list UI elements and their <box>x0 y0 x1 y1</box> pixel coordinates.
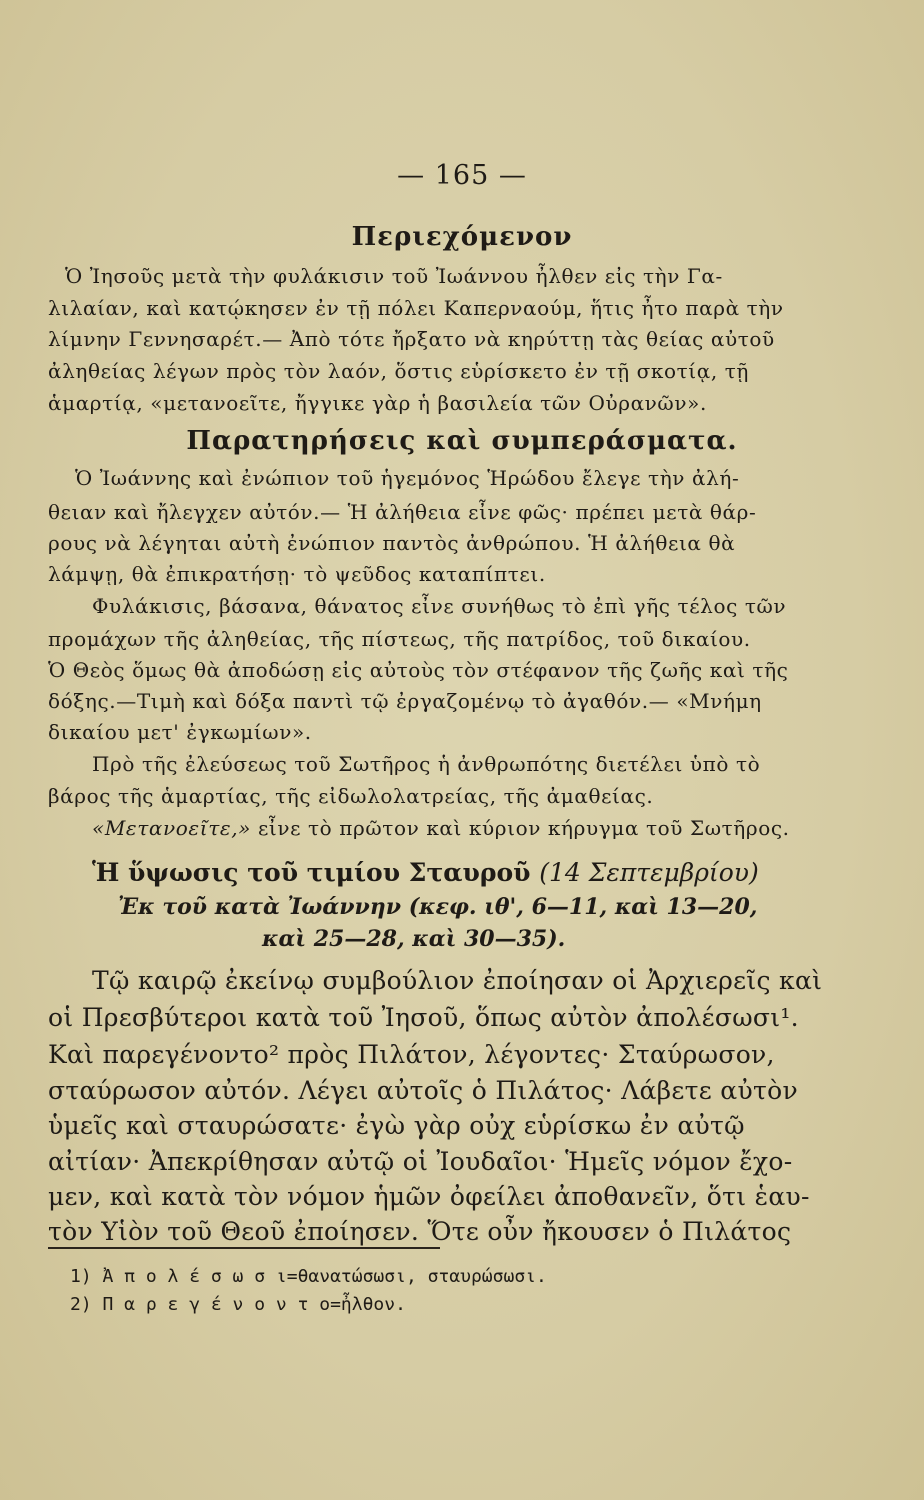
footnote-divider <box>48 1247 440 1249</box>
text-line: αἰτίαν· Ἀπεκρίθησαν αὐτῷ οἱ Ἰουδαῖοι· Ἡμεῖς νόμον ἔχο- <box>48 1147 793 1176</box>
heading-periexomenon: Περιεχόμενον <box>351 222 573 252</box>
text-line: Ὁ Ἰησοῦς μετὰ τὴν φυλάκισιν τοῦ Ἰωάννου ἦλθεν εἰς τὴν Γα- <box>65 264 723 288</box>
footnote-1: 1) Ἀ π ο λ έ σ ω σ ι=θανατώσωσι, σταυρώσωσι. <box>70 1266 547 1287</box>
text-line: λάμψῃ, θὰ ἐπικρατήσῃ· τὸ ψεῦδος καταπίπτει. <box>48 562 546 586</box>
text-line: Πρὸ τῆς ἐλεύσεως τοῦ Σωτῆρος ἡ ἀνθρωπότης διετέλει ὑπὸ τὸ <box>92 752 761 776</box>
text-line: Ὁ Ἰωάννης καὶ ἐνώπιον τοῦ ἡγεμόνος Ἡρώδου ἔλεγε τὴν ἀλή- <box>75 466 740 490</box>
heading-paratiriseis: Παρατηρήσεις καὶ συμπεράσματα. <box>186 426 738 456</box>
text-line: ἀληθείας λέγων πρὸς τὸν λαόν, ὅστις εὑρίσκετο ἐν τῇ σκοτίᾳ, τῇ <box>48 359 749 383</box>
text-line: Καὶ παρεγένοντο² πρὸς Πιλάτον, λέγοντες· Σταύρωσον, <box>48 1040 775 1069</box>
text-line: Τῷ καιρῷ ἐκείνῳ συμβούλιον ἐποίησαν οἱ Ἀρχιερεῖς καὶ <box>92 966 823 995</box>
scripture-reference: Ἐκ τοῦ κατὰ Ἰωάννην (κεφ. ιθ', 6—11, καὶ 13—20, <box>118 894 758 920</box>
text-line-rest: εἶνε τὸ πρῶτον καὶ κύριον κήρυγμα τοῦ Σωτῆρος. <box>250 816 790 840</box>
text-line: δικαίου μετ' ἐγκωμίων». <box>48 720 312 744</box>
section-title <box>92 858 759 887</box>
text-line: λιλαίαν, καὶ κατῴκησεν ἐν τῇ πόλει Καπερναούμ, ἥτις ἦτο παρὰ τὴν <box>48 296 784 320</box>
text-line: θειαν καὶ ἤλεγχεν αὐτόν.— Ἡ ἀλήθεια εἶνε φῶς· πρέπει μετὰ θάρ- <box>48 500 757 524</box>
italic-metanoeite: «Μετανοεῖτε,» <box>92 816 251 840</box>
text-line: μεν, καὶ κατὰ τὸν νόμον ἡμῶν ὀφείλει ἀποθανεῖν, ὅτι ἑαυ- <box>48 1182 810 1211</box>
text-line: δόξης.—Τιμὴ καὶ δόξα παντὶ τῷ ἐργαζομένῳ τὸ ἀγαθόν.— «Μνήμη <box>48 689 762 713</box>
title-date: (14 Σεπτεμβρίου) <box>539 858 759 887</box>
text-line: Φυλάκισις, βάσανα, θάνατος εἶνε συνήθως τὸ ἐπὶ γῆς τέλος τῶν <box>92 594 787 618</box>
text-line: τὸν Υἱὸν τοῦ Θεοῦ ἐποίησεν. Ὅτε οὖν ἤκουσεν ὁ Πιλάτος <box>48 1217 792 1246</box>
footnote-2: 2) Π α ρ ε γ έ ν ο ν τ ο=ἦλθον. <box>70 1294 406 1315</box>
text-line: οἱ Πρεσβύτεροι κατὰ τοῦ Ἰησοῦ, ὅπως αὐτὸν ἀπολέσωσι¹. <box>48 1003 799 1032</box>
text-line: βάρος τῆς ἁμαρτίας, τῆς εἰδωλολατρείας, τῆς ἀμαθείας. <box>48 784 654 808</box>
text-line: προμάχων τῆς ἀληθείας, τῆς πίστεως, τῆς πατρίδος, τοῦ δικαίου. <box>48 627 751 651</box>
scripture-reference-cont: καὶ 25—28, καὶ 30—35). <box>262 926 566 952</box>
text-line: σταύρωσον αὐτόν. Λέγει αὐτοῖς ὁ Πιλάτος· Λάβετε αὐτὸν <box>48 1076 798 1105</box>
title-main: Ἡ ὕψωσις τοῦ τιμίου Σταυροῦ <box>92 858 531 887</box>
text-line: ἁμαρτίᾳ, «μετανοεῖτε, ἤγγικε γὰρ ἡ βασιλεία τῶν Οὐρανῶν». <box>48 391 707 415</box>
text-line: λίμνην Γεννησαρέτ.— Ἀπὸ τότε ἤρξατο νὰ κηρύττῃ τὰς θείας αὐτοῦ <box>48 327 775 351</box>
text-line: ὑμεῖς καὶ σταυρώσατε· ἐγὼ γὰρ οὐχ εὑρίσκω ἐν αὐτῷ <box>48 1111 745 1140</box>
text-line: Ὁ Θεὸς ὅμως θὰ ἀποδώσῃ εἰς αὐτοὺς τὸν στέφανον τῆς ζωῆς καὶ τῆς <box>48 658 789 682</box>
page-number: — 165 — <box>397 160 527 191</box>
text-line <box>92 816 790 840</box>
text-line: ρους νὰ λέγηται αὐτὴ ἐνώπιον παντὸς ἀνθρώπου. Ἡ ἀλήθεια θὰ <box>48 531 736 555</box>
